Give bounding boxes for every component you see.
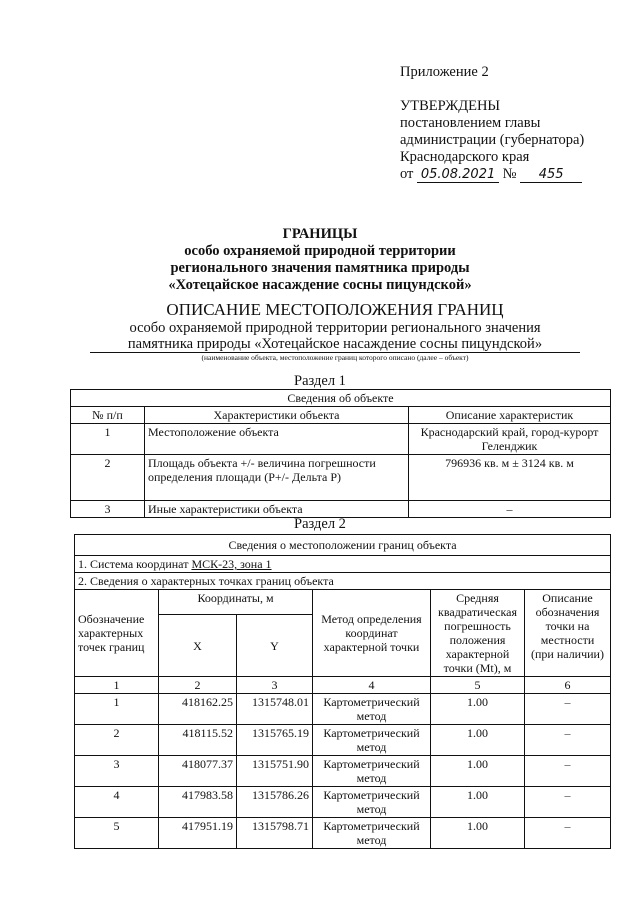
appendix-label: Приложение 2	[400, 64, 489, 80]
object-info-table	[70, 389, 611, 518]
description-note: (наименование объекта, местоположение границ которого описано (далее – объект)	[201, 353, 469, 362]
point-method: Картометрический метод	[313, 787, 431, 818]
row-value: Краснодарский край, город-курорт Геленджик	[409, 424, 611, 455]
coordinates-title: Сведения о местоположении границ объекта	[75, 535, 611, 556]
point-x: 418077.37	[159, 756, 237, 787]
header-characteristic: Характеристики объекта	[145, 407, 409, 424]
row-characteristic: Площадь объекта +/- величина погрешности определения площади (Р+/- Дельта Р)	[145, 455, 409, 501]
approval-date: 05.08.2021	[417, 168, 499, 183]
column-number: 3	[237, 677, 313, 694]
table-row	[75, 725, 611, 756]
header-number: № п/п	[71, 407, 145, 424]
header-y: Y	[237, 615, 313, 677]
number-label: №	[502, 166, 517, 182]
header-error: Средняя квадратическая погрешность положения характерной точки (Mt), м	[431, 590, 525, 677]
point-method: Картометрический метод	[313, 756, 431, 787]
point-number: 5	[75, 818, 159, 849]
column-number: 6	[525, 677, 611, 694]
approved-label: УТВЕРЖДЕНЫ	[400, 98, 501, 114]
table-row	[71, 501, 611, 518]
point-description: –	[525, 694, 611, 725]
point-x: 417983.58	[159, 787, 237, 818]
point-y: 1315751.90	[237, 756, 313, 787]
point-description: –	[525, 725, 611, 756]
table-row	[75, 756, 611, 787]
table-row	[75, 787, 611, 818]
approval-line-3: Краснодарского края	[400, 149, 530, 165]
approval-date-row	[400, 166, 584, 183]
from-label: от	[400, 166, 414, 182]
object-info-title: Сведения об объекте	[71, 390, 611, 407]
column-number: 2	[159, 677, 237, 694]
points-label: 2. Сведения о характерных точках границ объекта	[75, 573, 611, 590]
table-row	[71, 424, 611, 455]
point-description: –	[525, 787, 611, 818]
description-line-1: особо охраняемой природной территории регионального значения	[129, 320, 541, 336]
column-number: 1	[75, 677, 159, 694]
column-number: 4	[313, 677, 431, 694]
header-method: Метод определения координат характерной точки	[313, 590, 431, 677]
title-line-4: «Хотецайское насаждение сосны пицундской»	[168, 277, 472, 293]
approval-line-1: постановлением главы	[400, 115, 541, 131]
description-line-2: памятника природы «Хотецайское насаждение сосны пицундской»	[90, 336, 580, 353]
title-line-2: особо охраняемой природной территории	[184, 243, 456, 259]
header-point-description: Описание обозначения точки на местности (при наличии)	[525, 590, 611, 677]
point-number: 1	[75, 694, 159, 725]
description-block	[90, 300, 580, 363]
point-x: 417951.19	[159, 818, 237, 849]
row-number: 1	[71, 424, 145, 455]
section-2-title: Раздел 2	[294, 516, 346, 532]
approval-block	[400, 64, 584, 183]
column-number: 5	[431, 677, 525, 694]
header-designation: Обозначение характерных точек границ	[75, 590, 159, 677]
point-error: 1.00	[431, 694, 525, 725]
point-error: 1.00	[431, 725, 525, 756]
point-error: 1.00	[431, 756, 525, 787]
header-coords: Координаты, м	[159, 590, 313, 615]
coordinate-system-row	[75, 556, 611, 573]
point-x: 418162.25	[159, 694, 237, 725]
table-row	[71, 455, 611, 501]
point-number: 2	[75, 725, 159, 756]
point-y: 1315798.71	[237, 818, 313, 849]
approval-number: 455	[520, 168, 582, 183]
point-method: Картометрический метод	[313, 694, 431, 725]
title-line-3: регионального значения памятника природы	[170, 260, 470, 276]
table-row	[75, 818, 611, 849]
header-description: Описание характеристик	[409, 407, 611, 424]
row-value: 796936 кв. м ± 3124 кв. м	[409, 455, 611, 501]
point-y: 1315786.26	[237, 787, 313, 818]
point-error: 1.00	[431, 818, 525, 849]
point-error: 1.00	[431, 787, 525, 818]
point-number: 4	[75, 787, 159, 818]
row-number: 2	[71, 455, 145, 501]
point-y: 1315748.01	[237, 694, 313, 725]
document-title	[0, 226, 640, 294]
coordinates-table	[74, 534, 611, 849]
point-description: –	[525, 818, 611, 849]
header-x: X	[159, 615, 237, 677]
row-characteristic: Местоположение объекта	[145, 424, 409, 455]
point-number: 3	[75, 756, 159, 787]
section-1-title: Раздел 1	[294, 373, 346, 389]
system-label: 1. Система координат	[78, 557, 189, 571]
table-row	[75, 694, 611, 725]
approval-line-2: администрации (губернатора)	[400, 132, 585, 148]
point-x: 418115.52	[159, 725, 237, 756]
point-method: Картометрический метод	[313, 818, 431, 849]
row-characteristic: Иные характеристики объекта	[145, 501, 409, 518]
description-heading: ОПИСАНИЕ МЕСТОПОЛОЖЕНИЯ ГРАНИЦ	[166, 300, 504, 319]
title-line-1: ГРАНИЦЫ	[282, 226, 358, 242]
system-value: МСК-23, зона 1	[191, 557, 272, 571]
row-value: –	[409, 501, 611, 518]
row-number: 3	[71, 501, 145, 518]
point-method: Картометрический метод	[313, 725, 431, 756]
point-y: 1315765.19	[237, 725, 313, 756]
point-description: –	[525, 756, 611, 787]
column-numbers-row	[75, 677, 611, 694]
